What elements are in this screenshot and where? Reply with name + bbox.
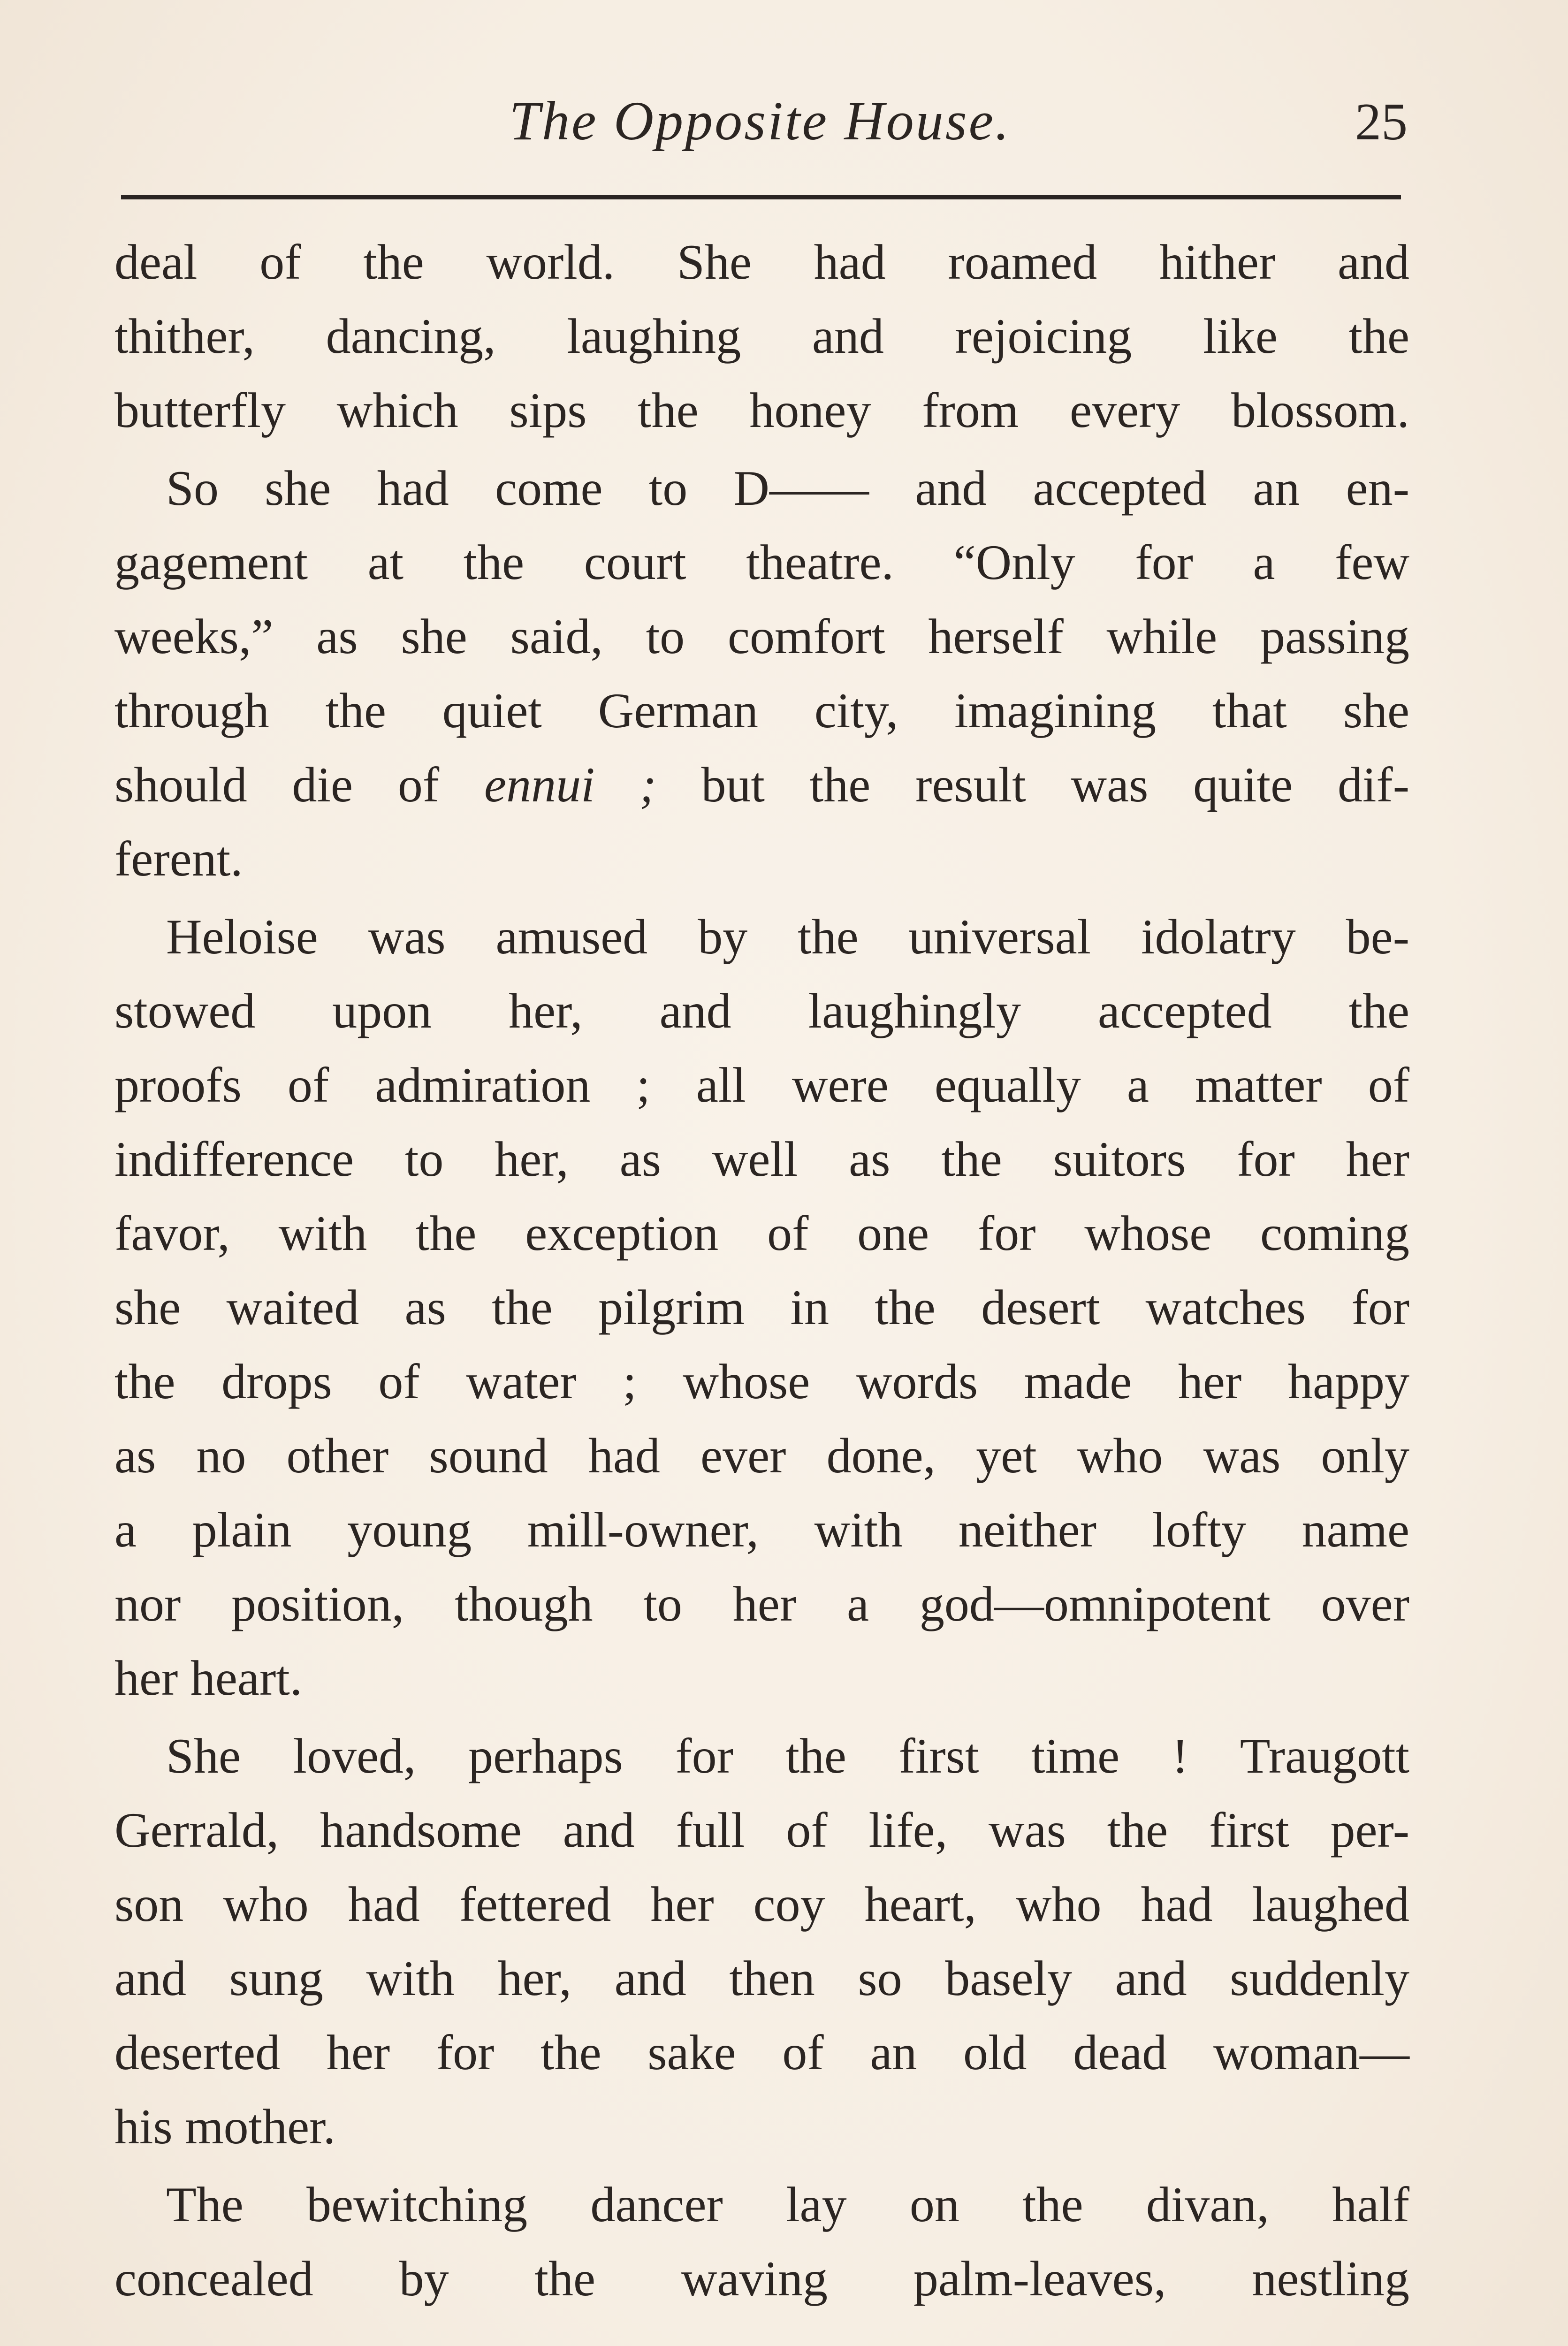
- text-line: and sung with her, and then so basely and suddenly: [114, 1951, 1409, 2006]
- text-line: weeks,” as she said, to comfort herself while passing: [114, 609, 1409, 664]
- text-line: thither, dancing, laughing and rejoicing like the: [114, 309, 1409, 364]
- text-line: deal of the world. She had roamed hither and: [114, 235, 1409, 289]
- text-line-ennui: [114, 748, 1409, 822]
- text-line: the drops of water ; whose words made her happy: [114, 1354, 1409, 1409]
- text-line: gagement at the court theatre. “Only for a few: [114, 535, 1409, 590]
- text-line: through the quiet German city, imagining that she: [114, 683, 1409, 738]
- text-line: favor, with the exception of one for whose coming: [114, 1206, 1409, 1261]
- text-line: son who had fettered her coy heart, who had laughed: [114, 1877, 1409, 1932]
- body-text: [114, 225, 1409, 2316]
- text-line: his mother.: [114, 2099, 336, 2154]
- text-line: as no other sound had ever done, yet who was only: [114, 1428, 1409, 1483]
- text-line: deserted her for the sake of an old dead woman—: [114, 2025, 1409, 2080]
- text-line: nor position, though to her a god—omnipotent over: [114, 1577, 1409, 1631]
- italic-word: ennui ;: [484, 757, 656, 812]
- text-line: The bewitching dancer lay on the divan, half: [166, 2177, 1409, 2232]
- text-line: Heloise was amused by the universal idolatry be-: [166, 909, 1409, 964]
- running-title: The Opposite House.: [509, 90, 1011, 152]
- text-line: butterfly which sips the honey from every blossom.: [114, 383, 1409, 438]
- text-line: ferent.: [114, 831, 243, 886]
- text-line: a plain young mill-owner, with neither lofty name: [114, 1502, 1409, 1557]
- text-line: Gerrald, handsome and full of life, was the first per-: [114, 1803, 1409, 1858]
- text-line: her heart.: [114, 1651, 303, 1706]
- text-line: proofs of admiration ; all were equally a matter of: [114, 1058, 1409, 1112]
- text-line: concealed by the waving palm-leaves, nestling: [114, 2251, 1409, 2306]
- text-line: She loved, perhaps for the first time ! Traugott: [166, 1729, 1409, 1783]
- page-header: [113, 75, 1408, 150]
- text-line: she waited as the pilgrim in the desert watches for: [114, 1280, 1409, 1335]
- header-rule: [121, 195, 1401, 199]
- text-line: So she had come to D—— and accepted an en-: [166, 461, 1409, 516]
- page-number: 25: [1355, 93, 1408, 151]
- text-fragment: should die of: [114, 757, 485, 812]
- text-line: stowed upon her, and laughingly accepted the: [114, 983, 1409, 1038]
- text-line: indifference to her, as well as the suitors for her: [114, 1132, 1409, 1187]
- text-fragment: but the result was quite dif-: [656, 757, 1410, 812]
